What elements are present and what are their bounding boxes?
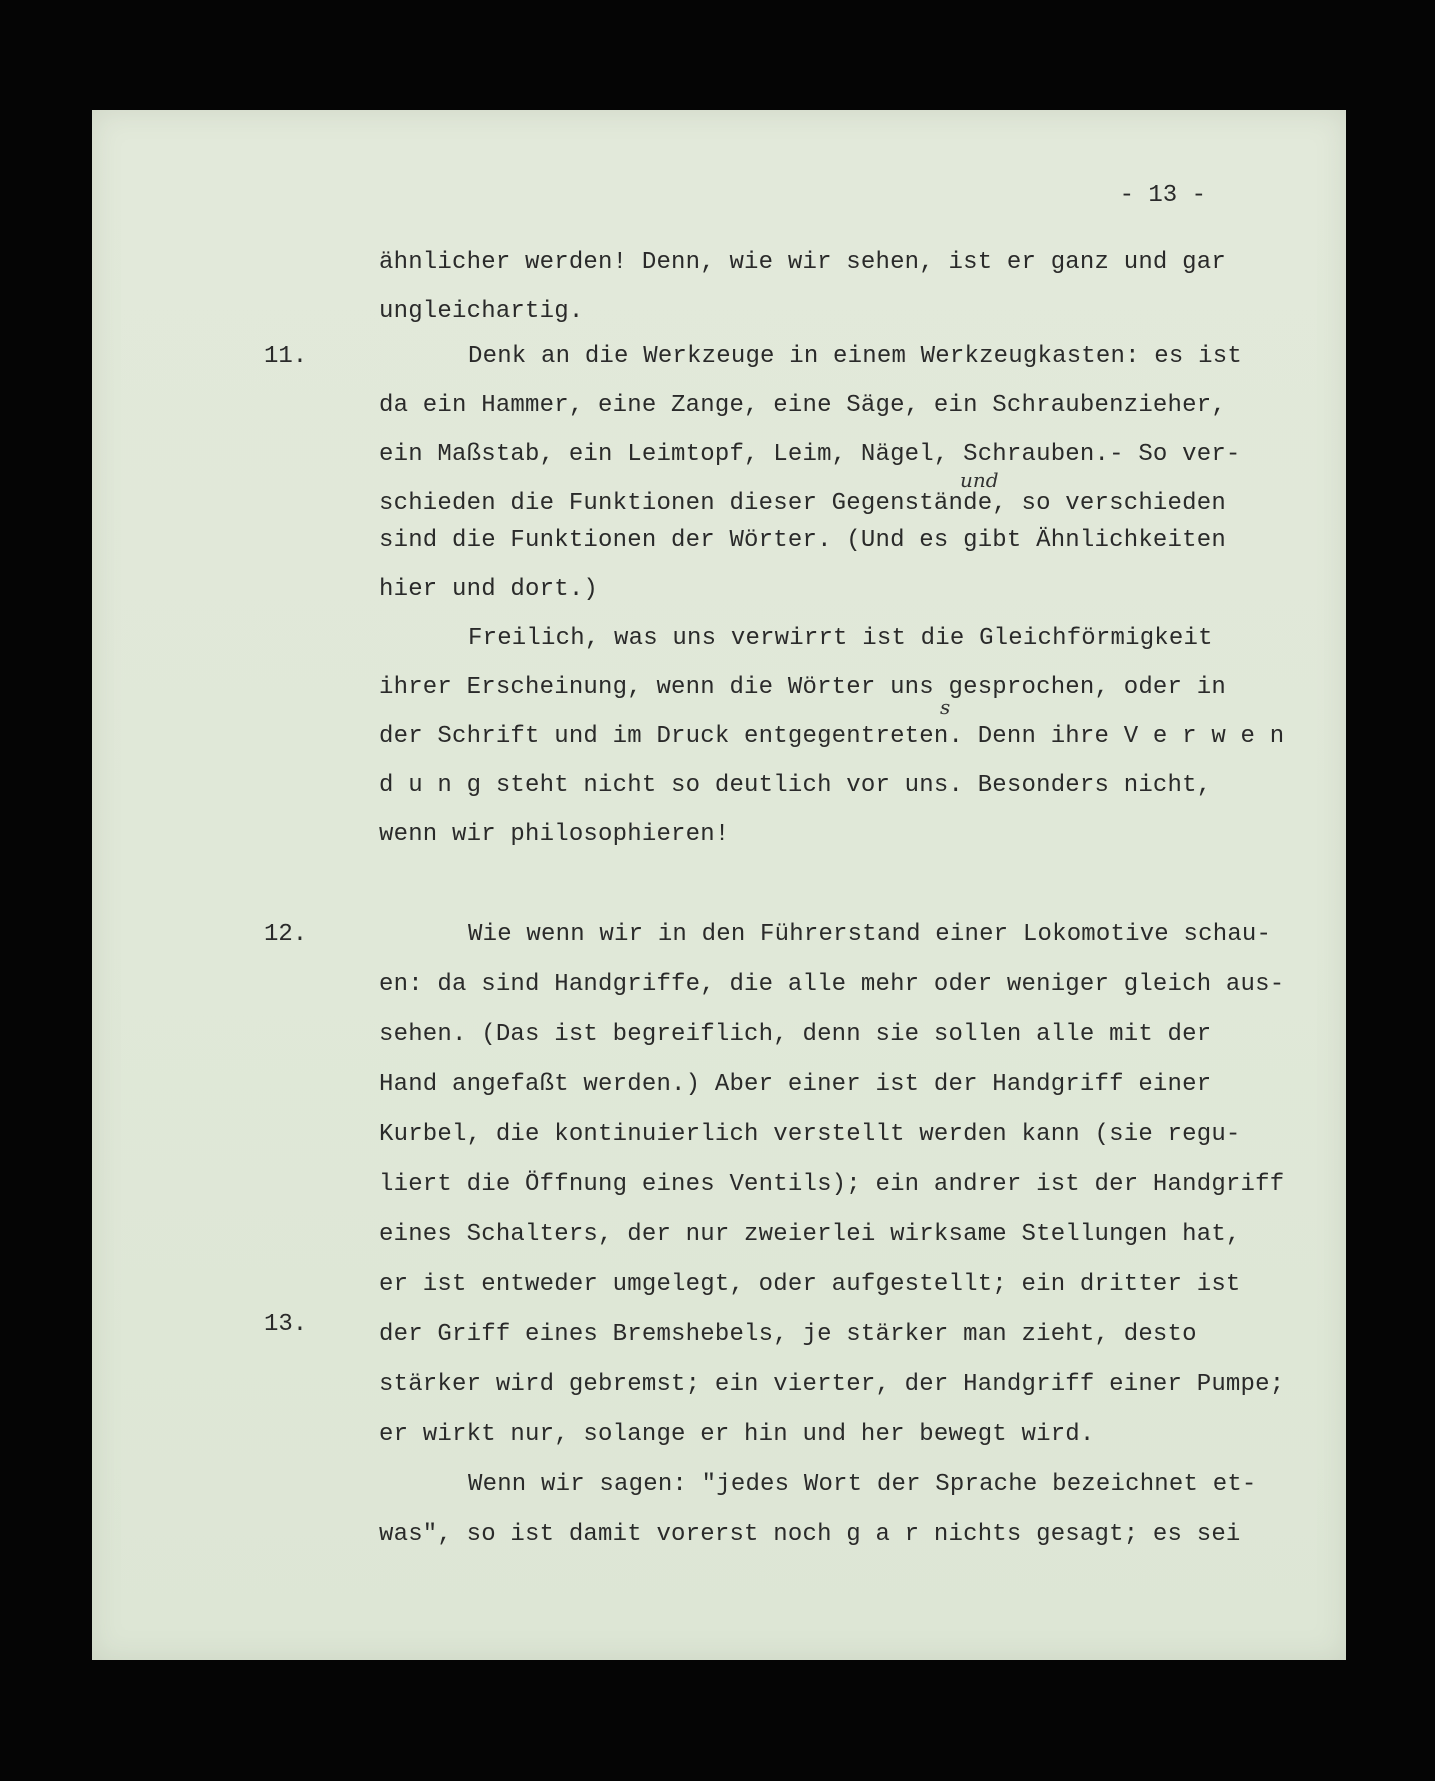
text-line: sehen. (Das ist begreiflich, denn sie sollen alle mit der <box>379 1021 1212 1048</box>
text-line: der Schrift und im Druck entgegentreten. Denn ihre V e r w e n <box>379 723 1285 750</box>
text-line: sind die Funktionen der Wörter. (Und es gibt Ähnlichkeiten <box>379 527 1226 554</box>
text-line: eines Schalters, der nur zweierlei wirksame Stellungen hat, <box>379 1221 1241 1248</box>
text-line: er wirkt nur, solange er hin und her bewegt wird. <box>379 1421 1095 1448</box>
handwritten-und: und <box>960 468 999 492</box>
text-line: liert die Öffnung eines Ventils); ein andrer ist der Handgriff <box>379 1171 1285 1198</box>
text-line: Wenn wir sagen: "jedes Wort der Sprache bezeichnet et- <box>468 1471 1257 1498</box>
text-line: ähnlicher werden! Denn, wie wir sehen, ist er ganz und gar <box>379 249 1226 276</box>
text-line: schieden die Funktionen dieser Gegenstände, so verschieden <box>379 490 1226 517</box>
text-line: stärker wird gebremst; ein vierter, der Handgriff einer Pumpe; <box>379 1371 1285 1398</box>
section-number-11: 11. <box>264 343 308 370</box>
text-line: Freilich, was uns verwirrt ist die Gleichförmigkeit <box>468 625 1213 652</box>
text-line: er ist entweder umgelegt, oder aufgestellt; ein dritter ist <box>379 1271 1241 1298</box>
text-line: Wie wenn wir in den Führerstand einer Lokomotive schau- <box>468 921 1272 948</box>
handwritten-s: s <box>940 695 951 719</box>
text-line: Hand angefaßt werden.) Aber einer ist der Handgriff einer <box>379 1071 1212 1098</box>
text-line: wenn wir philosophieren! <box>379 821 730 848</box>
text-line: was", so ist damit vorerst noch g a r nichts gesagt; es sei <box>379 1521 1241 1548</box>
text-line: da ein Hammer, eine Zange, eine Säge, ein Schraubenzieher, <box>379 392 1226 419</box>
text-line: en: da sind Handgriffe, die alle mehr oder weniger gleich aus- <box>379 971 1285 998</box>
text-line: ein Maßstab, ein Leimtopf, Leim, Nägel, Schrauben.- So ver- <box>379 441 1241 468</box>
document-page <box>92 110 1346 1660</box>
text-line: ungleichartig. <box>379 298 584 325</box>
section-number-12: 12. <box>264 921 308 948</box>
text-line: der Griff eines Bremshebels, je stärker man zieht, desto <box>379 1321 1197 1348</box>
text-line: hier und dort.) <box>379 576 599 603</box>
section-number-13: 13. <box>264 1311 308 1338</box>
text-line: Kurbel, die kontinuierlich verstellt werden kann (sie regu- <box>379 1121 1241 1148</box>
text-line: d u n g steht nicht so deutlich vor uns. Besonders nicht, <box>379 772 1212 799</box>
text-line: ihrer Erscheinung, wenn die Wörter uns gesprochen, oder in <box>379 674 1226 701</box>
page-number: - 13 - <box>1119 182 1206 209</box>
text-line: Denk an die Werkzeuge in einem Werkzeugkasten: es ist <box>468 343 1242 370</box>
